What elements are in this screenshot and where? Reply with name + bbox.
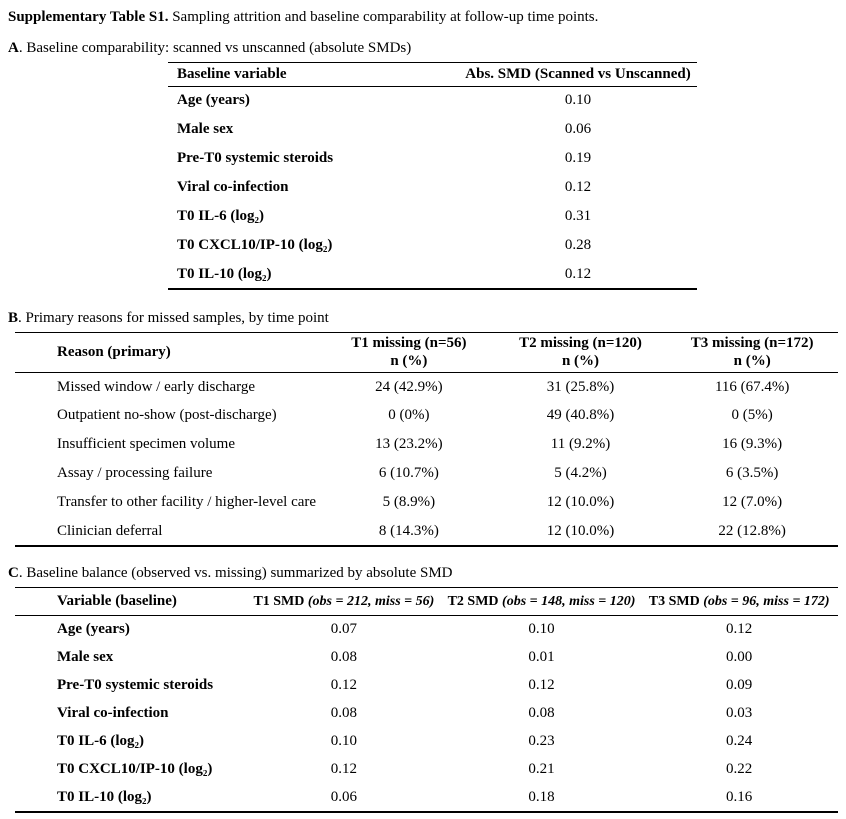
section-c-heading	[8, 564, 846, 583]
row-label: Missed window / early discharge	[57, 378, 256, 395]
cell-value: 0.10	[564, 92, 592, 109]
column-header-t2-missing	[495, 332, 667, 372]
row-label: T0 IL-10 (log₂)	[57, 788, 152, 805]
cell-t1-smd: 0.06	[330, 788, 357, 805]
table-row	[15, 401, 838, 430]
cell-t2-smd: 0.23	[528, 733, 555, 750]
row-label: Age (years)	[57, 621, 130, 638]
table-caption-text: Sampling attrition and baseline comparability at follow-up time points.	[168, 9, 599, 25]
section-a-title: . Baseline comparability: scanned vs unscanned (absolute SMDs)	[18, 39, 412, 56]
row-label: Outpatient no-show (post-discharge)	[57, 407, 277, 424]
cell-t3: 12 (7.0%)	[722, 494, 783, 511]
cell-t2: 31 (25.8%)	[546, 378, 615, 395]
cell-t2: 12 (10.0%)	[546, 522, 615, 539]
column-header-t1-missing	[323, 332, 495, 372]
row-label: Pre-T0 systemic steroids	[177, 150, 334, 167]
table-row	[168, 231, 697, 260]
table-b-header	[15, 332, 838, 372]
cell-t1-smd: 0.10	[330, 733, 357, 750]
section-c-letter: C	[8, 565, 19, 582]
row-label: Age (years)	[177, 92, 250, 109]
table-a-body	[168, 86, 697, 289]
table-c-baseline-balance	[15, 587, 838, 813]
column-header-prefix: T2 SMD	[447, 593, 503, 609]
column-header-note: (obs = 148, miss = 120)	[502, 593, 636, 609]
cell-t3-smd: 0.00	[726, 649, 753, 666]
cell-value: 0.12	[564, 179, 592, 196]
section-c-title: . Baseline balance (observed vs. missing) summarized by absolute SMD	[18, 565, 453, 582]
table-b-body	[15, 372, 838, 546]
column-header-t3-smd	[640, 588, 838, 616]
table-row	[15, 784, 838, 812]
column-header-t2-smd	[443, 588, 641, 616]
cell-t1: 5 (8.9%)	[382, 494, 436, 511]
table-row	[168, 144, 697, 173]
row-label: Insufficient specimen volume	[57, 436, 236, 453]
table-c-header	[15, 588, 838, 616]
section-b-heading	[8, 309, 846, 328]
table-row	[15, 728, 838, 756]
row-label: T0 CXCL10/IP-10 (log₂)	[177, 237, 333, 254]
column-header-abs-smd: Abs. SMD (Scanned vs Unscanned)	[465, 65, 691, 82]
cell-t1: 24 (42.9%)	[375, 378, 443, 395]
table-a-baseline-comparability	[168, 62, 697, 291]
cell-t3-smd: 0.09	[726, 677, 753, 694]
row-label: Clinician deferral	[57, 522, 163, 539]
column-header-line1: T1 missing (n=56)	[351, 334, 467, 351]
cell-t2-smd: 0.08	[528, 705, 555, 722]
table-row	[15, 459, 838, 488]
table-row	[168, 115, 697, 144]
table-c-body	[15, 616, 838, 812]
table-row	[15, 644, 838, 672]
cell-t3-smd: 0.03	[726, 705, 753, 722]
table-row	[15, 672, 838, 700]
column-header-line2: n (%)	[561, 353, 600, 370]
table-a-header-row	[168, 62, 697, 86]
cell-t2: 12 (10.0%)	[546, 494, 615, 511]
cell-t3-smd: 0.22	[726, 761, 753, 778]
cell-t1-smd: 0.08	[330, 705, 357, 722]
row-label: T0 IL-6 (log₂)	[57, 733, 144, 750]
cell-t2: 5 (4.2%)	[554, 465, 607, 482]
cell-t1-smd: 0.12	[330, 761, 357, 778]
column-header-variable: Variable (baseline)	[57, 593, 177, 610]
section-a-letter: A	[8, 39, 19, 56]
column-header-t1-smd	[245, 588, 443, 616]
cell-t2-smd: 0.18	[528, 788, 555, 805]
table-c-header-row	[15, 588, 838, 616]
column-header-line1: T2 missing (n=120)	[519, 334, 642, 351]
cell-value: 0.31	[564, 208, 592, 225]
column-header-reason: Reason (primary)	[57, 343, 171, 360]
cell-t2-smd: 0.12	[528, 677, 555, 694]
table-b-header-row	[15, 332, 838, 372]
cell-t1: 13 (23.2%)	[375, 436, 443, 453]
cell-value: 0.06	[564, 121, 592, 138]
table-row	[15, 372, 838, 401]
row-label: Male sex	[57, 649, 114, 666]
table-row	[168, 260, 697, 289]
row-label: Viral co-infection	[57, 705, 169, 722]
column-header-prefix: T1 SMD	[253, 593, 308, 609]
table-row	[15, 430, 838, 459]
cell-value: 0.12	[564, 265, 592, 282]
row-label: Transfer to other facility / higher-level care	[57, 494, 317, 511]
row-label: Viral co-infection	[177, 179, 289, 196]
cell-t1-smd: 0.08	[330, 649, 357, 666]
column-header-line2: n (%)	[390, 353, 428, 370]
cell-t3-smd: 0.24	[726, 733, 753, 750]
table-b-missed-sample-reasons	[15, 332, 838, 548]
cell-value: 0.19	[564, 150, 592, 167]
table-row	[168, 202, 697, 231]
column-header-note: (obs = 212, miss = 56)	[307, 593, 435, 609]
cell-t3: 6 (3.5%)	[725, 465, 779, 482]
cell-t2-smd: 0.10	[528, 621, 555, 638]
table-row	[15, 700, 838, 728]
row-label: Pre-T0 systemic steroids	[57, 677, 214, 694]
cell-t3: 116 (67.4%)	[714, 378, 790, 395]
row-label: Assay / processing failure	[57, 465, 213, 482]
table-caption-label: Supplementary Table S1.	[8, 9, 169, 25]
cell-t1-smd: 0.12	[330, 677, 357, 694]
cell-t3-smd: 0.16	[726, 788, 753, 805]
cell-t3-smd: 0.12	[726, 621, 753, 638]
table-row	[15, 616, 838, 644]
cell-t3: 22 (12.8%)	[718, 522, 786, 539]
cell-t1: 8 (14.3%)	[378, 522, 439, 539]
row-label: T0 IL-10 (log₂)	[177, 265, 272, 282]
row-label: T0 CXCL10/IP-10 (log₂)	[57, 761, 213, 778]
table-row	[15, 488, 838, 517]
column-header-line2: n (%)	[733, 353, 771, 370]
cell-t2: 11 (9.2%)	[550, 436, 611, 453]
table-a-header	[168, 62, 697, 86]
column-header-t3-missing	[666, 332, 838, 372]
table-row	[168, 86, 697, 115]
table-row	[168, 173, 697, 202]
cell-t3: 0 (5%)	[731, 407, 773, 424]
cell-t2-smd: 0.21	[528, 761, 555, 778]
column-header-baseline-variable: Baseline variable	[177, 65, 287, 82]
column-header-note: (obs = 96, miss = 172)	[703, 593, 830, 609]
column-header-prefix: T3 SMD	[648, 593, 704, 609]
cell-t1: 6 (10.7%)	[378, 465, 439, 482]
cell-t2: 49 (40.8%)	[546, 407, 615, 424]
table-row	[15, 756, 838, 784]
table-row	[15, 517, 838, 546]
cell-t2-smd: 0.01	[528, 649, 555, 666]
row-label: Male sex	[177, 121, 234, 138]
section-b-title: . Primary reasons for missed samples, by time point	[18, 310, 329, 326]
section-b-letter: B	[8, 310, 19, 326]
table-caption	[8, 8, 846, 27]
cell-t1-smd: 0.07	[330, 621, 357, 638]
section-a-heading	[8, 39, 846, 58]
cell-t1: 0 (0%)	[388, 407, 430, 424]
cell-t3: 16 (9.3%)	[722, 436, 783, 453]
cell-value: 0.28	[564, 237, 592, 254]
column-header-line1: T3 missing (n=172)	[690, 334, 814, 351]
row-label: T0 IL-6 (log₂)	[177, 208, 264, 225]
